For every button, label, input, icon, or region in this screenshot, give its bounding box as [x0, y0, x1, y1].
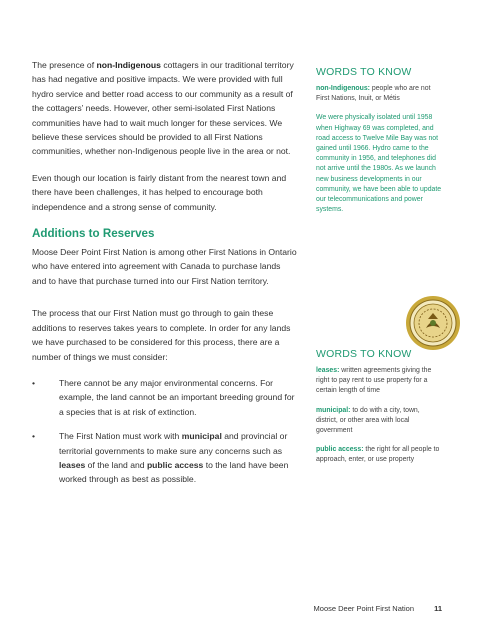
bullet-icon: •: [32, 431, 36, 442]
words-to-know-box-1: [316, 66, 442, 215]
paragraph-process: The process that our First Nation must go through to gain these additions to reserves takes years to complete. In order for any lands we have purchased to be considered for this process, there are a number of things we must consider:: [32, 308, 291, 362]
paragraph-presence: The presence of non-Indigenous cottagers in our traditional territory has had negative and positive impacts. We were provided with full hydro service and better road access to our community as a result of the cottagers’ needs. However, other semi-isolated First Nations communities have had to wait much longer for these services. We believe these services should be provided to all First Nations communities, whether non-Indigenous people live in the area or not.: [32, 60, 294, 157]
glossary-entry: non-Indigenous: people who are not First Nations, Inuit, or Métis: [316, 85, 431, 103]
words-to-know-box-2: [316, 348, 442, 475]
requirements-list: [32, 376, 297, 487]
main-column: [32, 58, 297, 497]
glossary-entry: public access: the right for all people to approach, enter, or use property: [316, 446, 440, 464]
term-leases: leases: [59, 459, 86, 470]
term-public-access: public access: [146, 459, 204, 470]
sidebar-title: WORDS TO KNOW: [316, 348, 412, 360]
paragraph-location: Even though our location is fairly distant from the nearest town and there have been challenges, it has helped to encourage both independence and a strong sense of community.: [32, 172, 287, 212]
isolation-note: We were physically isolated until 1958 when Highway 69 was completed, and road access to Twelve Mile Bay was not gained until 1966. Hydro came to the community in 1956, and telephones did not arrive until the 1980s. As we launch new business developments in our community, we have been able to update our telecommunications and power systems.: [316, 114, 442, 214]
bullet-icon: •: [32, 377, 36, 388]
page-number: 11: [434, 604, 442, 613]
paragraph-additions: Moose Deer Point First Nation is among other First Nations in Ontario who have entered into agreement with Canada to purchase lands and to have that purchase turned into our First Nation territory.: [32, 247, 297, 286]
term-non-indigenous: non-Indigenous: [96, 60, 161, 70]
section-heading: Additions to Reserves: [32, 227, 155, 241]
list-item: • The First Nation must work with municipal and provincial or territorial governments to make sure any concerns such as leases of the land and public access to the land have been worked through as best as possible.: [32, 431, 289, 485]
glossary-entry: leases: written agreements giving the right to pay rent to use property for a certain length of time: [316, 367, 432, 395]
glossary-entry: municipal: to do with a city, town, district, or other area with local government: [316, 406, 420, 435]
list-item: • There cannot be any major environmental concerns. For example, the land cannot be an important breeding ground for a species that is at risk of extinction.: [32, 377, 295, 417]
first-nation-seal-icon: [404, 294, 462, 352]
term-municipal: municipal: [181, 431, 222, 442]
footer-title: Moose Deer Point First Nation: [313, 604, 414, 613]
sidebar-title: WORDS TO KNOW: [316, 66, 412, 78]
